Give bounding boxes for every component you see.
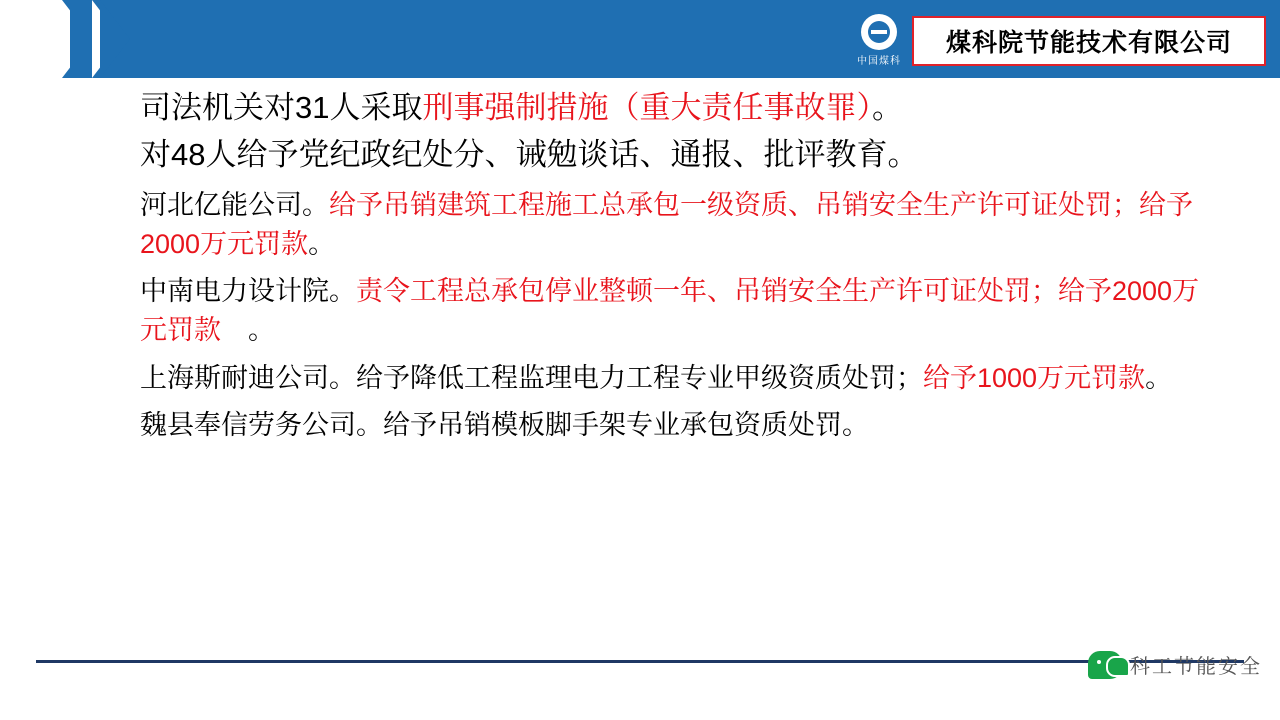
logo-caption: 中国煤科 [857,56,901,67]
line4-text-red: 责令工程总承包停业整顿一年、吊销安全生产许可证处罚；给予2000万元罚款 [140,276,1200,346]
line6-text-black: 魏县奉信劳务公司。给予吊销模板脚手架专业承包资质处罚。 [140,409,869,440]
content-line-5 [140,359,1200,398]
content-line-3 [140,186,1200,264]
slide-content [140,92,1200,453]
company-logo [850,14,908,66]
line3-text-black-a: 河北亿能公司。 [140,190,329,220]
line1-text-red: 刑事强制措施（重大责任事故罪） [422,90,872,125]
footer-brand [1088,650,1262,679]
line5-text-red: 给予1000万元罚款 [923,362,1146,393]
content-line-6 [140,406,1200,445]
company-name-box [912,16,1266,66]
content-line-4 [140,272,1200,350]
wechat-icon [1088,651,1122,679]
footer-brand-label: 科工节能安全 [1130,656,1262,678]
coal-mine-logo-icon [861,14,897,50]
footer-divider [36,660,1244,663]
line1-text-black-b: 。 [871,90,903,125]
line3-text-black-b: 。 [308,229,336,260]
slide-header-bar [0,0,1280,78]
line2-text-black: 对48人给予党纪政纪处分、诫勉谈话、通报、批评教育。 [140,137,919,172]
line3-text-red: 给予吊销建筑工程施工总承包一级资质、吊销安全生产许可证处罚；给予2000万元罚款 [140,190,1193,260]
line4-text-black-a: 中南电力设计院。 [140,276,356,307]
header-white-block [0,0,62,78]
line4-text-black-b: 。 [221,315,275,346]
line5-text-black-a: 上海斯耐迪公司。给予降低工程监理电力工程专业甲级资质处罚； [140,362,923,393]
line5-text-black-b: 。 [1145,362,1173,393]
content-line-1 [140,92,1200,123]
company-name-label: 煤科院节能技术有限公司 [945,29,1232,57]
chevron-right-icon-cut [100,0,130,78]
content-line-2 [140,139,1200,170]
line1-text-black-a: 司法机关对31人采取 [140,90,423,125]
